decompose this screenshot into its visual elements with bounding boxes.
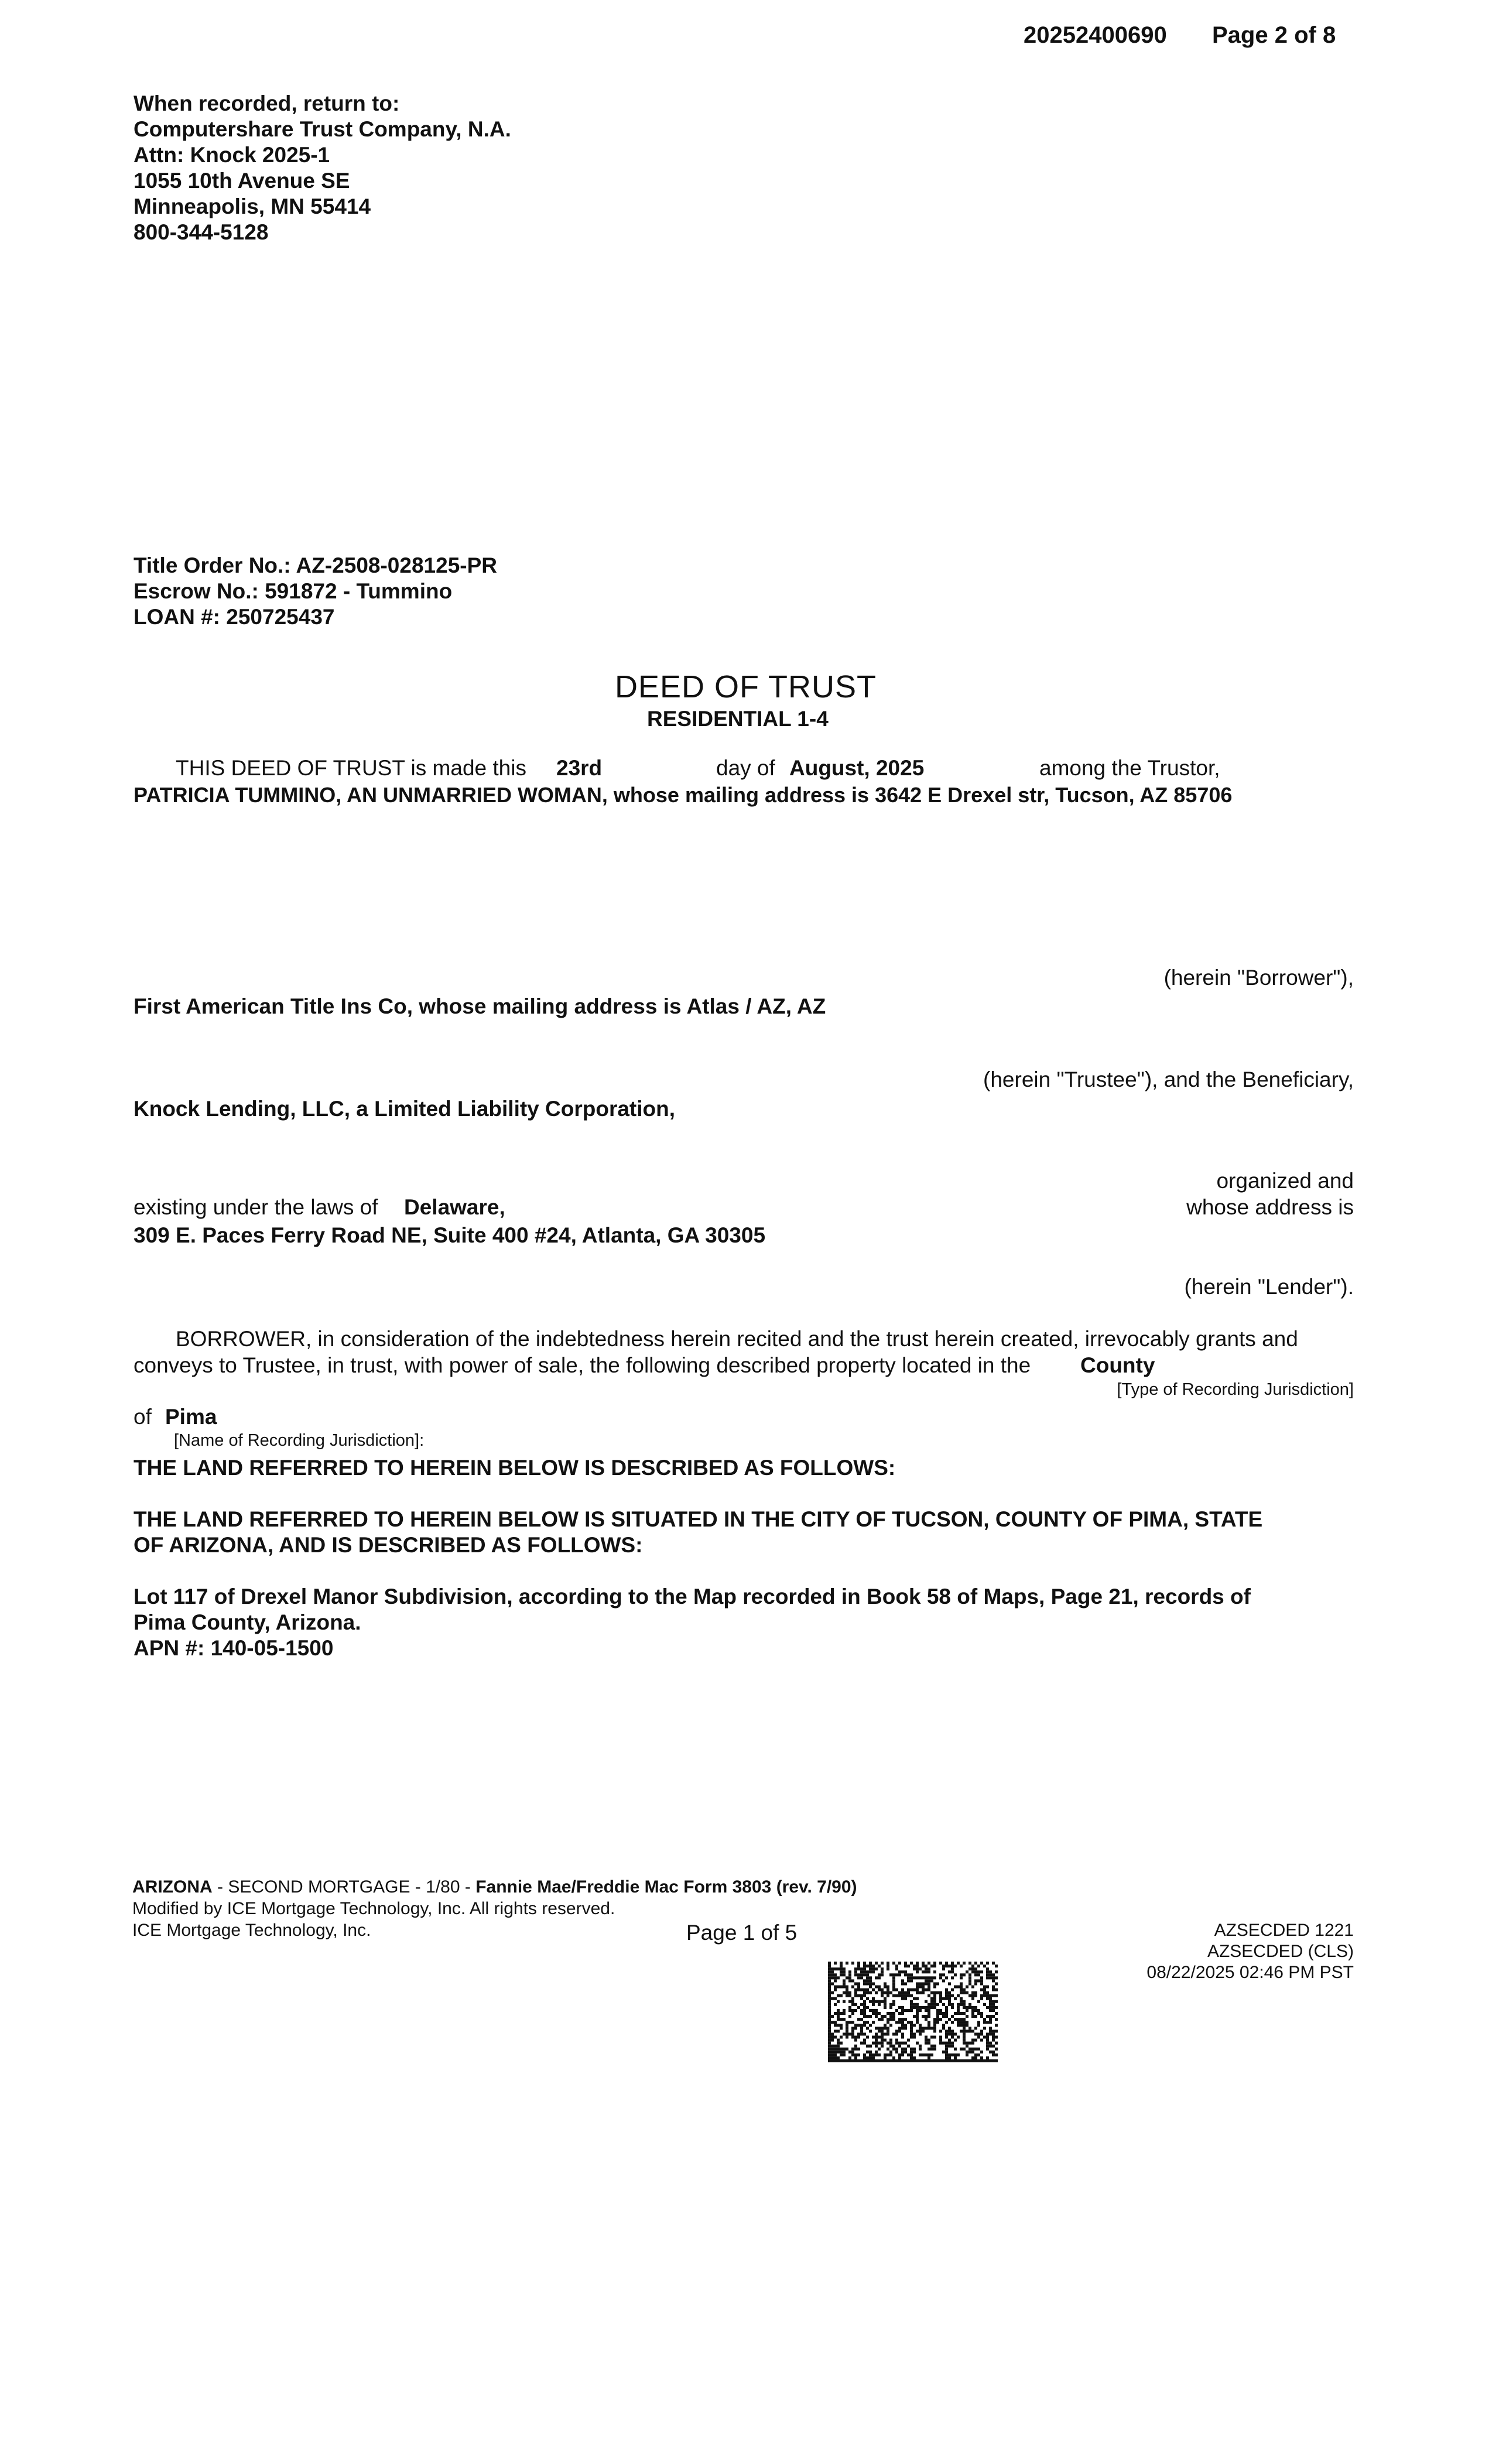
opening-month-year: August, 2025	[789, 756, 925, 780]
lender-address: 309 E. Paces Ferry Road NE, Suite 400 #24, Atlanta, GA 30305	[134, 1223, 766, 1247]
escrow-number: Escrow No.: 591872 - Tummino	[134, 579, 453, 603]
laws-prefix: existing under the laws of	[134, 1195, 378, 1219]
footer-modified: Modified by ICE Mortgage Technology, Inc. All rights reserved.	[132, 1899, 615, 1918]
document-number: 20252400690	[1024, 22, 1167, 48]
opening-made-text: THIS DEED OF TRUST is made this	[176, 756, 526, 780]
return-to-heading: When recorded, return to:	[134, 91, 400, 115]
grant-line-2: conveys to Trustee, in trust, with power of sale, the following described property located in the	[134, 1353, 1031, 1377]
footer-form-code-cls: AZSECDED (CLS)	[1207, 1942, 1354, 1961]
lender-label: (herein "Lender").	[1184, 1275, 1354, 1299]
opening-day: 23rd	[556, 756, 603, 780]
return-to-line: Computershare Trust Company, N.A.	[134, 117, 511, 141]
title-order-number: Title Order No.: AZ-2508-028125-PR	[134, 553, 497, 577]
footer-company: ICE Mortgage Technology, Inc.	[132, 1921, 371, 1940]
return-to-line: Attn: Knock 2025-1	[134, 143, 330, 167]
return-to-line: Minneapolis, MN 55414	[134, 194, 371, 218]
legal-description-line: Pima County, Arizona.	[134, 1610, 361, 1634]
apn-number: APN #: 140-05-1500	[134, 1636, 334, 1660]
legal-description-line: THE LAND REFERRED TO HEREIN BELOW IS SITUATED IN THE CITY OF TUCSON, COUNTY OF PIMA, STATE	[134, 1507, 1263, 1531]
borrower-label: (herein "Borrower"),	[1163, 966, 1354, 990]
return-to-line: 1055 10th Avenue SE	[134, 169, 350, 193]
footer-form-name: Fannie Mae/Freddie Mac Form 3803 (rev. 7/90)	[475, 1877, 857, 1897]
loan-number: LOAN #: 250725437	[134, 605, 335, 629]
page-indicator: Page 2 of 8	[1212, 22, 1336, 48]
beneficiary-text: Knock Lending, LLC, a Limited Liability Corporation,	[134, 1097, 676, 1121]
jurisdiction-type-label: [Type of Recording Jurisdiction]	[1117, 1380, 1354, 1399]
legal-description-line: OF ARIZONA, AND IS DESCRIBED AS FOLLOWS:	[134, 1533, 643, 1557]
footer-page: Page 1 of 5	[686, 1921, 798, 1945]
datamatrix-barcode-icon	[828, 1962, 998, 2062]
footer-state: ARIZONA	[132, 1877, 213, 1897]
document-title: DEED OF TRUST	[615, 669, 877, 704]
footer-form-code: AZSECDED 1221	[1214, 1921, 1354, 1940]
legal-description-line: Lot 117 of Drexel Manor Subdivision, according to the Map recorded in Book 58 of Maps, Page 21, records of	[134, 1585, 1251, 1609]
reference-block	[134, 553, 497, 630]
footer-timestamp: 08/22/2025 02:46 PM PST	[1147, 1963, 1354, 1982]
trustee-label: (herein "Trustee"), and the Beneficiary,	[983, 1067, 1354, 1091]
document-subtitle: RESIDENTIAL 1-4	[647, 707, 829, 731]
return-to-line: 800-344-5128	[134, 220, 269, 244]
grant-line-1: BORROWER, in consideration of the indebtedness herein recited and the trust herein created, irrevocably grants and	[176, 1327, 1298, 1351]
footer-form-mid: - SECOND MORTGAGE - 1/80 -	[212, 1877, 476, 1897]
organized-text: organized and	[1216, 1169, 1354, 1193]
trustee-text: First American Title Ins Co, whose mailing address is Atlas / AZ, AZ	[134, 994, 826, 1018]
return-to-block	[134, 91, 511, 245]
jurisdiction-name-label: [Name of Recording Jurisdiction]:	[174, 1431, 425, 1450]
jurisdiction-type: County	[1080, 1353, 1155, 1377]
jurisdiction-name: Pima	[165, 1405, 217, 1429]
jurisdiction-of: of	[134, 1405, 152, 1429]
legal-description-intro: THE LAND REFERRED TO HEREIN BELOW IS DESCRIBED AS FOLLOWS:	[134, 1456, 896, 1480]
laws-state: Delaware,	[404, 1195, 505, 1219]
trustor-text: PATRICIA TUMMINO, AN UNMARRIED WOMAN, whose mailing address is 3642 E Drexel str, Tucson, AZ 85706	[134, 783, 1233, 807]
opening-day-of: day of	[716, 756, 775, 780]
footer-form-line	[132, 1877, 857, 1898]
opening-among: among the Trustor,	[1039, 756, 1220, 780]
address-text: whose address is	[1186, 1195, 1354, 1219]
